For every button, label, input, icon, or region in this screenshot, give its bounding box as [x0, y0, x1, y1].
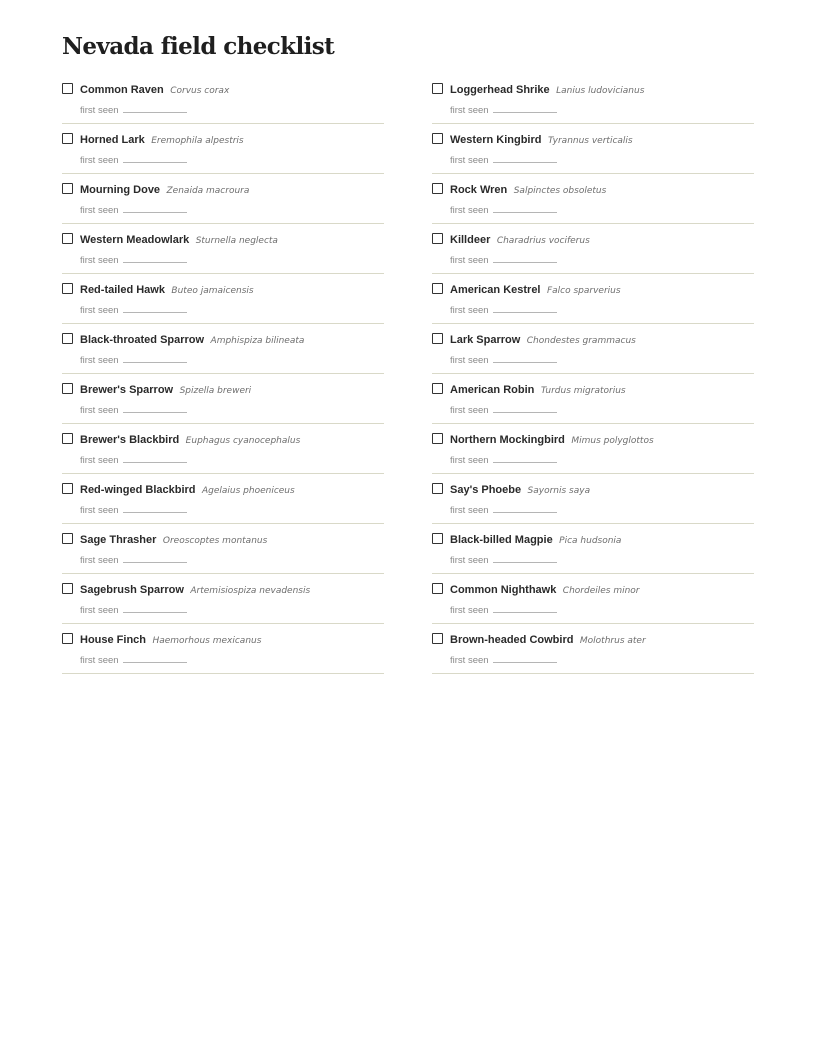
first-seen-line: [80, 603, 187, 618]
checkbox[interactable]: [432, 333, 443, 344]
first-seen-line: [80, 453, 187, 468]
first-seen-blank[interactable]: [123, 503, 187, 513]
checklist-item: [432, 324, 754, 374]
checklist-item: [432, 474, 754, 524]
first-seen-line: [450, 203, 557, 218]
checkbox[interactable]: [62, 183, 73, 194]
checkbox[interactable]: [432, 233, 443, 244]
checkbox[interactable]: [432, 383, 443, 394]
checklist-column-right: [432, 74, 754, 674]
common-name: Red-winged Blackbird: [80, 484, 196, 496]
first-seen-line: [80, 553, 187, 568]
common-name: Common Nighthawk: [450, 584, 557, 596]
checkbox[interactable]: [62, 133, 73, 144]
scientific-name: Zenaida macroura: [166, 186, 250, 196]
scientific-name: Salpinctes obsoletus: [513, 186, 607, 196]
first-seen-blank[interactable]: [123, 153, 187, 163]
first-seen-label: first seen: [80, 255, 119, 266]
common-name: Say's Phoebe: [450, 484, 522, 496]
first-seen-line: [450, 603, 557, 618]
species-name-line: [80, 81, 229, 99]
first-seen-label: first seen: [450, 405, 489, 416]
common-name: House Finch: [80, 634, 147, 646]
checkbox[interactable]: [432, 283, 443, 294]
first-seen-blank[interactable]: [123, 253, 187, 263]
species-name-line: [80, 631, 261, 649]
scientific-name: Molothrus ater: [579, 636, 646, 646]
checklist-item: [62, 124, 384, 174]
first-seen-blank[interactable]: [123, 353, 187, 363]
species-name-line: [450, 281, 621, 299]
scientific-name: Haemorhous mexicanus: [152, 636, 262, 646]
checklist-item: [432, 574, 754, 624]
first-seen-line: [80, 203, 187, 218]
checklist-item: [62, 424, 384, 474]
checklist-item: [432, 524, 754, 574]
first-seen-blank[interactable]: [123, 203, 187, 213]
checkbox[interactable]: [62, 383, 73, 394]
first-seen-label: first seen: [450, 105, 489, 116]
species-name-line: [450, 81, 644, 99]
checkbox[interactable]: [432, 433, 443, 444]
first-seen-line: [450, 653, 557, 668]
common-name: Western Kingbird: [450, 134, 542, 146]
common-name: Brewer's Sparrow: [80, 384, 174, 396]
checklist-item: [62, 74, 384, 124]
checkbox[interactable]: [432, 183, 443, 194]
scientific-name: Oreoscoptes montanus: [162, 536, 268, 546]
first-seen-line: [80, 153, 187, 168]
first-seen-blank[interactable]: [493, 653, 557, 663]
scientific-name: Tyrannus verticalis: [547, 136, 633, 146]
checklist-item: [432, 74, 754, 124]
first-seen-blank[interactable]: [493, 353, 557, 363]
first-seen-label: first seen: [450, 205, 489, 216]
scientific-name: Falco sparverius: [546, 286, 621, 296]
first-seen-label: first seen: [450, 355, 489, 366]
species-name-line: [80, 481, 295, 499]
first-seen-line: [450, 553, 557, 568]
species-name-line: [450, 381, 626, 399]
first-seen-blank[interactable]: [493, 403, 557, 413]
scientific-name: Amphispiza bilineata: [210, 336, 305, 346]
first-seen-line: [80, 103, 187, 118]
species-name-line: [450, 131, 633, 149]
species-name-line: [80, 281, 254, 299]
scientific-name: Charadrius vociferus: [496, 236, 590, 246]
checkbox[interactable]: [62, 83, 73, 94]
checkbox[interactable]: [432, 133, 443, 144]
first-seen-label: first seen: [450, 555, 489, 566]
species-name-line: [80, 581, 310, 599]
checkbox[interactable]: [432, 83, 443, 94]
first-seen-label: first seen: [80, 305, 119, 316]
first-seen-line: [450, 103, 557, 118]
checkbox[interactable]: [62, 283, 73, 294]
first-seen-line: [80, 303, 187, 318]
first-seen-label: first seen: [80, 605, 119, 616]
checklist-item: [62, 274, 384, 324]
first-seen-label: first seen: [80, 405, 119, 416]
species-name-line: [80, 531, 267, 549]
common-name: Sage Thrasher: [80, 534, 157, 546]
common-name: Sagebrush Sparrow: [80, 584, 184, 596]
scientific-name: Eremophila alpestris: [151, 136, 244, 146]
species-name-line: [450, 431, 654, 449]
first-seen-line: [450, 403, 557, 418]
first-seen-blank[interactable]: [493, 503, 557, 513]
species-name-line: [80, 131, 244, 149]
species-name-line: [450, 581, 640, 599]
common-name: Common Raven: [80, 84, 164, 96]
first-seen-blank[interactable]: [493, 153, 557, 163]
common-name: Mourning Dove: [80, 184, 161, 196]
scientific-name: Euphagus cyanocephalus: [185, 436, 301, 446]
checkbox[interactable]: [432, 633, 443, 644]
checklist-item: [62, 174, 384, 224]
scientific-name: Turdus migratorius: [540, 386, 626, 396]
species-name-line: [450, 481, 590, 499]
common-name: Lark Sparrow: [450, 334, 521, 346]
first-seen-blank[interactable]: [123, 553, 187, 563]
first-seen-label: first seen: [450, 455, 489, 466]
first-seen-blank[interactable]: [123, 303, 187, 313]
scientific-name: Spizella breweri: [179, 386, 252, 396]
first-seen-blank[interactable]: [123, 103, 187, 113]
first-seen-line: [80, 353, 187, 368]
common-name: Northern Mockingbird: [450, 434, 565, 446]
species-name-line: [80, 331, 304, 349]
checklist-item: [432, 424, 754, 474]
first-seen-blank[interactable]: [493, 103, 557, 113]
common-name: Brown-headed Cowbird: [450, 634, 574, 646]
checklist-item: [62, 324, 384, 374]
scientific-name: Sturnella neglecta: [195, 236, 278, 246]
first-seen-line: [450, 303, 557, 318]
scientific-name: Agelaius phoeniceus: [201, 486, 295, 496]
checklist-item: [62, 524, 384, 574]
first-seen-blank[interactable]: [123, 603, 187, 613]
checkbox[interactable]: [432, 583, 443, 594]
first-seen-label: first seen: [450, 305, 489, 316]
common-name: Red-tailed Hawk: [80, 284, 165, 296]
first-seen-label: first seen: [80, 655, 119, 666]
common-name: Rock Wren: [450, 184, 508, 196]
species-name-line: [80, 181, 249, 199]
scientific-name: Buteo jamaicensis: [171, 286, 254, 296]
first-seen-blank[interactable]: [493, 603, 557, 613]
first-seen-line: [450, 453, 557, 468]
species-name-line: [80, 431, 300, 449]
first-seen-blank[interactable]: [493, 453, 557, 463]
checkbox[interactable]: [432, 483, 443, 494]
first-seen-line: [80, 503, 187, 518]
first-seen-blank[interactable]: [123, 453, 187, 463]
scientific-name: Sayornis saya: [527, 486, 591, 496]
common-name: Black-throated Sparrow: [80, 334, 205, 346]
scientific-name: Lanius ludovicianus: [556, 86, 645, 96]
checklist-item: [62, 574, 384, 624]
first-seen-blank[interactable]: [123, 653, 187, 663]
checkbox[interactable]: [62, 233, 73, 244]
checklist-item: [432, 174, 754, 224]
checklist-item: [432, 124, 754, 174]
common-name: Horned Lark: [80, 134, 145, 146]
first-seen-line: [80, 403, 187, 418]
checkbox[interactable]: [62, 583, 73, 594]
checklist-item: [432, 374, 754, 424]
checkbox[interactable]: [62, 633, 73, 644]
first-seen-line: [80, 253, 187, 268]
scientific-name: Chordeiles minor: [562, 586, 640, 596]
first-seen-line: [450, 353, 557, 368]
first-seen-blank[interactable]: [493, 203, 557, 213]
first-seen-label: first seen: [450, 255, 489, 266]
first-seen-label: first seen: [80, 555, 119, 566]
first-seen-line: [80, 653, 187, 668]
first-seen-label: first seen: [80, 355, 119, 366]
first-seen-blank[interactable]: [123, 403, 187, 413]
species-name-line: [450, 231, 590, 249]
page-title: Nevada field checklist: [62, 33, 335, 60]
first-seen-blank[interactable]: [493, 253, 557, 263]
first-seen-label: first seen: [80, 505, 119, 516]
common-name: Western Meadowlark: [80, 234, 190, 246]
checklist-item: [432, 224, 754, 274]
common-name: Killdeer: [450, 234, 491, 246]
checklist-item: [62, 474, 384, 524]
checkbox[interactable]: [62, 433, 73, 444]
first-seen-label: first seen: [80, 455, 119, 466]
scientific-name: Chondestes grammacus: [526, 336, 636, 346]
first-seen-label: first seen: [80, 155, 119, 166]
first-seen-label: first seen: [450, 605, 489, 616]
first-seen-line: [450, 503, 557, 518]
first-seen-label: first seen: [450, 505, 489, 516]
first-seen-label: first seen: [80, 205, 119, 216]
scientific-name: Mimus polyglottos: [571, 436, 654, 446]
checkbox[interactable]: [62, 333, 73, 344]
species-name-line: [80, 231, 278, 249]
species-name-line: [80, 381, 251, 399]
common-name: American Robin: [450, 384, 535, 396]
checkbox[interactable]: [432, 533, 443, 544]
species-name-line: [450, 181, 606, 199]
first-seen-line: [450, 253, 557, 268]
checklist-item: [62, 374, 384, 424]
first-seen-blank[interactable]: [493, 303, 557, 313]
common-name: Black-billed Magpie: [450, 534, 553, 546]
first-seen-label: first seen: [450, 155, 489, 166]
scientific-name: Corvus corax: [170, 86, 230, 96]
first-seen-line: [450, 153, 557, 168]
species-name-line: [450, 631, 646, 649]
scientific-name: Pica hudsonia: [559, 536, 622, 546]
species-name-line: [450, 531, 621, 549]
checkbox[interactable]: [62, 533, 73, 544]
common-name: American Kestrel: [450, 284, 541, 296]
checklist-item: [432, 624, 754, 674]
checklist-item: [62, 224, 384, 274]
checkbox[interactable]: [62, 483, 73, 494]
checklist-item: [62, 624, 384, 674]
species-name-line: [450, 331, 636, 349]
scientific-name: Artemisiospiza nevadensis: [190, 586, 311, 596]
first-seen-label: first seen: [450, 655, 489, 666]
first-seen-blank[interactable]: [493, 553, 557, 563]
common-name: Loggerhead Shrike: [450, 84, 550, 96]
first-seen-label: first seen: [80, 105, 119, 116]
checklist-column-left: [62, 74, 384, 674]
checklist-item: [432, 274, 754, 324]
common-name: Brewer's Blackbird: [80, 434, 180, 446]
